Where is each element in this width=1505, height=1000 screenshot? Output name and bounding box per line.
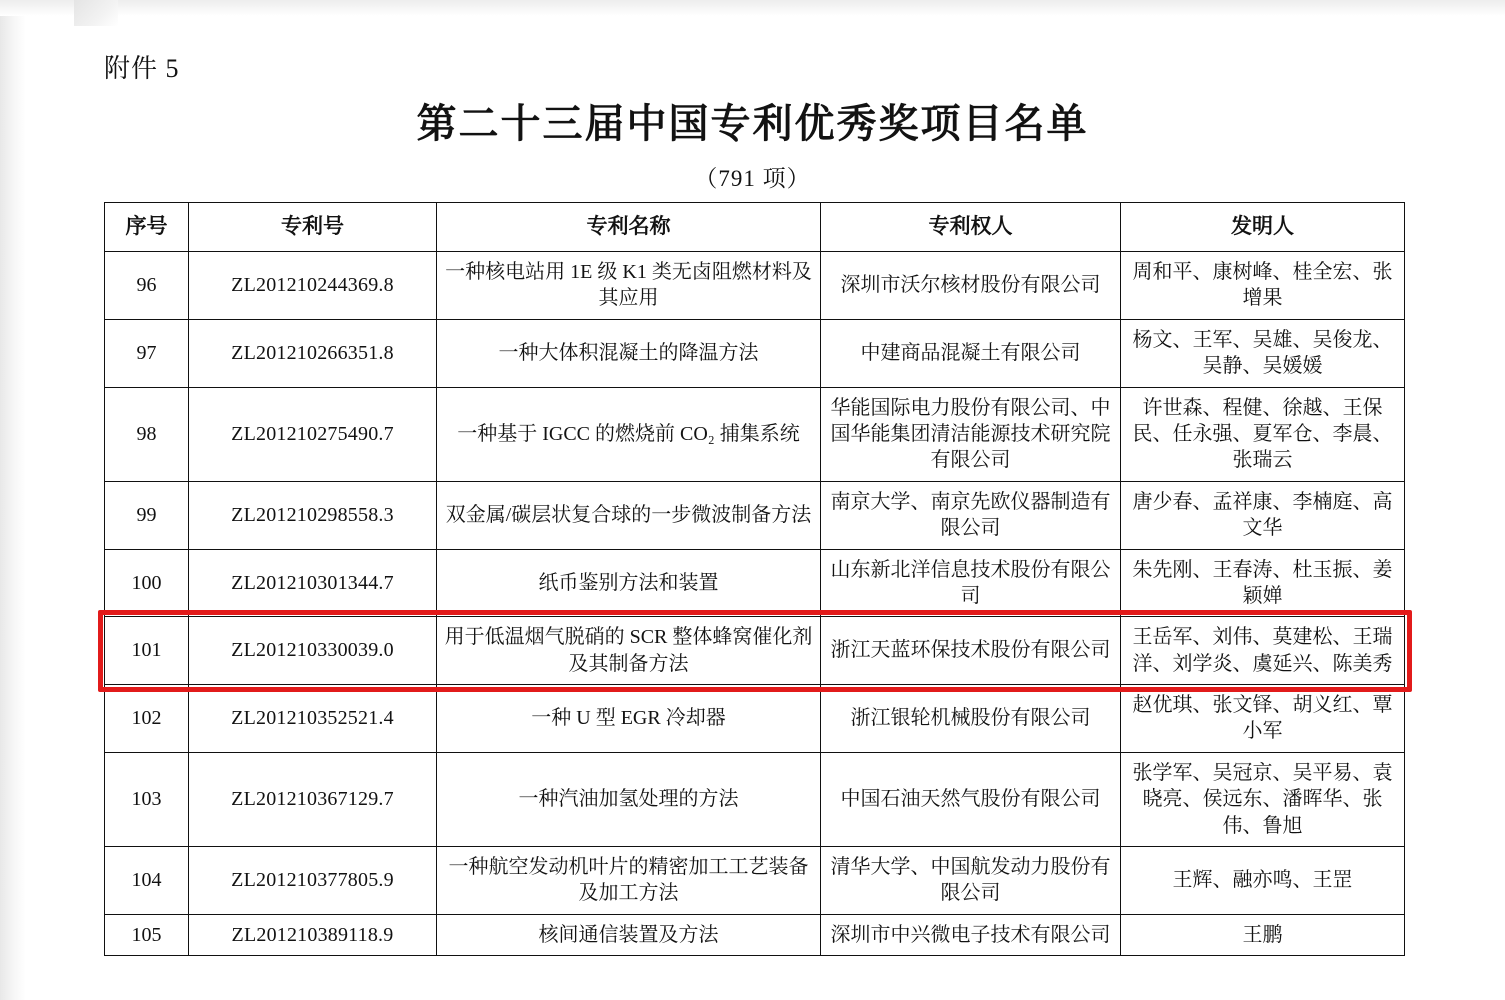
cell-patent-no: ZL201210301344.7 [189,549,437,617]
cell-patentee: 中国石油天然气股份有限公司 [821,752,1121,846]
cell-index: 102 [105,685,189,753]
page-title: 第二十三届中国专利优秀奖项目名单 [416,100,1089,147]
cell-index: 97 [105,319,189,387]
cell-index: 96 [105,252,189,320]
cell-patent-name: 一种汽油加氢处理的方法 [437,752,821,846]
cell-patentee: 深圳市中兴微电子技术有限公司 [821,914,1121,955]
page-subtitle: （791 项） [694,166,811,191]
cell-index: 99 [105,481,189,549]
patent-table-container [104,202,1404,956]
cell-index: 105 [105,914,189,955]
table-row [105,847,1405,915]
column-header-patent-no: 专利号 [189,203,437,252]
cell-patentee: 南京大学、南京先欧仪器制造有限公司 [821,481,1121,549]
column-header-index: 序号 [105,203,189,252]
column-header-inventors: 发明人 [1121,203,1405,252]
table-row [105,387,1405,481]
cell-inventors: 周和平、康树峰、桂全宏、张增果 [1121,252,1405,320]
cell-patent-no: ZL201210266351.8 [189,319,437,387]
patent-table [104,202,1405,956]
table-row [105,319,1405,387]
cell-patentee: 浙江银轮机械股份有限公司 [821,685,1121,753]
cell-index: 101 [105,617,189,685]
cell-patentee: 华能国际电力股份有限公司、中国华能集团清洁能源技术研究院有限公司 [821,387,1121,481]
page-corner-fold [74,0,118,26]
cell-patentee: 浙江天蓝环保技术股份有限公司 [821,617,1121,685]
cell-inventors: 唐少春、孟祥康、李楠庭、高文华 [1121,481,1405,549]
cell-patent-name: 一种 U 型 EGR 冷却器 [437,685,821,753]
cell-inventors: 王辉、融亦鸣、王罡 [1121,847,1405,915]
cell-inventors: 张学军、吴冠京、吴平易、袁晓亮、侯远东、潘晖华、张伟、鲁旭 [1121,752,1405,846]
cell-patent-no: ZL201210367129.7 [189,752,437,846]
cell-patentee: 中建商品混凝土有限公司 [821,319,1121,387]
scan-edge-top [0,0,1505,16]
scan-edge-left [0,0,26,1000]
cell-inventors: 王鹏 [1121,914,1405,955]
cell-patent-name: 一种基于 IGCC 的燃烧前 CO₂ 捕集系统 [437,387,821,481]
cell-inventors: 许世森、程健、徐越、王保民、任永强、夏军仓、李晨、张瑞云 [1121,387,1405,481]
cell-patentee: 深圳市沃尔核材股份有限公司 [821,252,1121,320]
cell-inventors: 朱先刚、王春涛、杜玉振、姜颖婵 [1121,549,1405,617]
attachment-label: 附件 5 [104,54,180,83]
cell-patent-no: ZL201210352521.4 [189,685,437,753]
cell-patent-name: 核间通信装置及方法 [437,914,821,955]
cell-inventors: 王岳军、刘伟、莫建松、王瑞洋、刘学炎、虞延兴、陈美秀 [1121,617,1405,685]
cell-patent-no: ZL201210275490.7 [189,387,437,481]
table-row [105,752,1405,846]
cell-index: 98 [105,387,189,481]
table-row [105,685,1405,753]
table-row [105,549,1405,617]
cell-patent-no: ZL201210389118.9 [189,914,437,955]
cell-index: 103 [105,752,189,846]
cell-inventors: 杨文、王军、吴雄、吴俊龙、吴静、吴媛媛 [1121,319,1405,387]
table-row [105,914,1405,955]
cell-patentee: 清华大学、中国航发动力股份有限公司 [821,847,1121,915]
column-header-patentee: 专利权人 [821,203,1121,252]
cell-patentee: 山东新北洋信息技术股份有限公司 [821,549,1121,617]
table-header-row [105,203,1405,252]
cell-index: 104 [105,847,189,915]
table-row-highlighted [105,617,1405,685]
cell-patent-no: ZL201210244369.8 [189,252,437,320]
cell-patent-no: ZL201210330039.0 [189,617,437,685]
cell-patent-name: 用于低温烟气脱硝的 SCR 整体蜂窝催化剂及其制备方法 [437,617,821,685]
cell-patent-name: 一种大体积混凝土的降温方法 [437,319,821,387]
cell-patent-name: 纸币鉴别方法和装置 [437,549,821,617]
table-row [105,481,1405,549]
cell-patent-no: ZL201210298558.3 [189,481,437,549]
cell-patent-no: ZL201210377805.9 [189,847,437,915]
cell-index: 100 [105,549,189,617]
column-header-patent-name: 专利名称 [437,203,821,252]
table-row [105,252,1405,320]
cell-patent-name: 一种核电站用 1E 级 K1 类无卤阻燃材料及其应用 [437,252,821,320]
cell-inventors: 赵优琪、张文铎、胡义红、覃小军 [1121,685,1405,753]
cell-patent-name: 一种航空发动机叶片的精密加工工艺装备及加工方法 [437,847,821,915]
cell-patent-name: 双金属/碳层状复合球的一步微波制备方法 [437,481,821,549]
